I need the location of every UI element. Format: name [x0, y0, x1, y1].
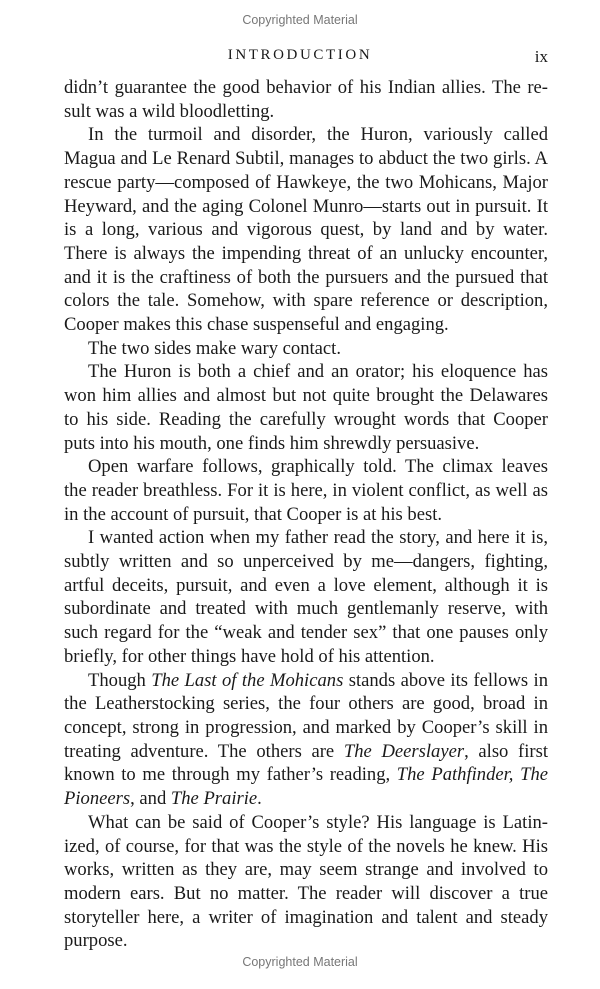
paragraph-6: I wanted action when my father read the story, and here it is, subtly written and so unperceived by me—dangers, fighting, artful deceits, pursuit, and even a love element, although it is subordinate and treated with much gentlemanly reserve, with such regard for the “weak and tender sex” that one pauses only briefly, for other things have hold of his attention.	[64, 527, 548, 667]
paragraph-7-text-1: Though	[88, 669, 152, 691]
paragraph-2: In the turmoil and disorder, the Huron, variously called Magua and Le Renard Subtil, manages to abduct the two girls. A rescue party—composed of Hawkeye, the two Mohicans, Major Heyward, and the aging Colonel Munro—starts out in pursuit. It is a long, various and vigorous quest, by land and by water. There is always the impending threat of an unlucky encounter, and it is the craftiness of both the pursuers and the pursued that colors the tale. Somehow, with spare reference or description, Cooper makes this chase suspenseful and engaging.	[64, 124, 548, 336]
running-head	[0, 47, 600, 69]
paragraph-4: The Huron is both a chief and an orator; his eloquence has won him allies and almost but not quite brought the Delawares to his side. Reading the carefully wrought words that Cooper puts into his mouth, one finds him shrewdly persuasive.	[64, 361, 548, 454]
book-title-last-of-the-mohicans: The Last of the Mohicans	[151, 669, 344, 691]
paragraph-5: Open warfare follows, graphically told. The climax leaves the reader breathless. For it is here, in violent conflict, as well as in the account of pursuit, that Cooper is at his best.	[64, 456, 548, 525]
paragraph-7-text-2: stands above its fellows in the Leatherstocking series, the four others are good, broad in concept, strong in progression, and marked by Cooper’s skill in treating adventure. The others are	[64, 669, 548, 762]
copyright-watermark-top: Copyrighted Material	[242, 13, 358, 27]
book-title-prairie: The Prairie	[170, 788, 258, 810]
paragraph-7-text-3: , also first known to me through my father’s reading,	[64, 740, 548, 786]
paragraph-7	[64, 669, 548, 811]
paragraph-7-text-5: .	[257, 788, 262, 810]
paragraph-1: didn’t guarantee the good behavior of his Indian allies. The re-sult was a wild bloodletting.	[64, 77, 548, 122]
copyright-watermark-bottom: Copyrighted Material	[242, 955, 358, 969]
book-title-pathfinder-pioneers: The Pathfinder, The Pioneers	[64, 764, 548, 810]
paragraph-8: What can be said of Cooper’s style? His language is Latin-ized, of course, for that was the style of the novels he knew. His works, written as they are, may seem strange and involved to modern ears. But no matter. The reader will discover a true storyteller here, a writer of imagination and talent and steady purpose.	[64, 811, 548, 952]
body-text	[64, 76, 548, 953]
page-number: ix	[534, 47, 548, 66]
paragraph-7-text-4: , and	[130, 788, 171, 810]
chapter-title: INTRODUCTION	[227, 47, 373, 63]
paragraph-3: The two sides make wary contact.	[88, 337, 341, 359]
book-title-deerslayer: The Deerslayer	[343, 740, 465, 762]
